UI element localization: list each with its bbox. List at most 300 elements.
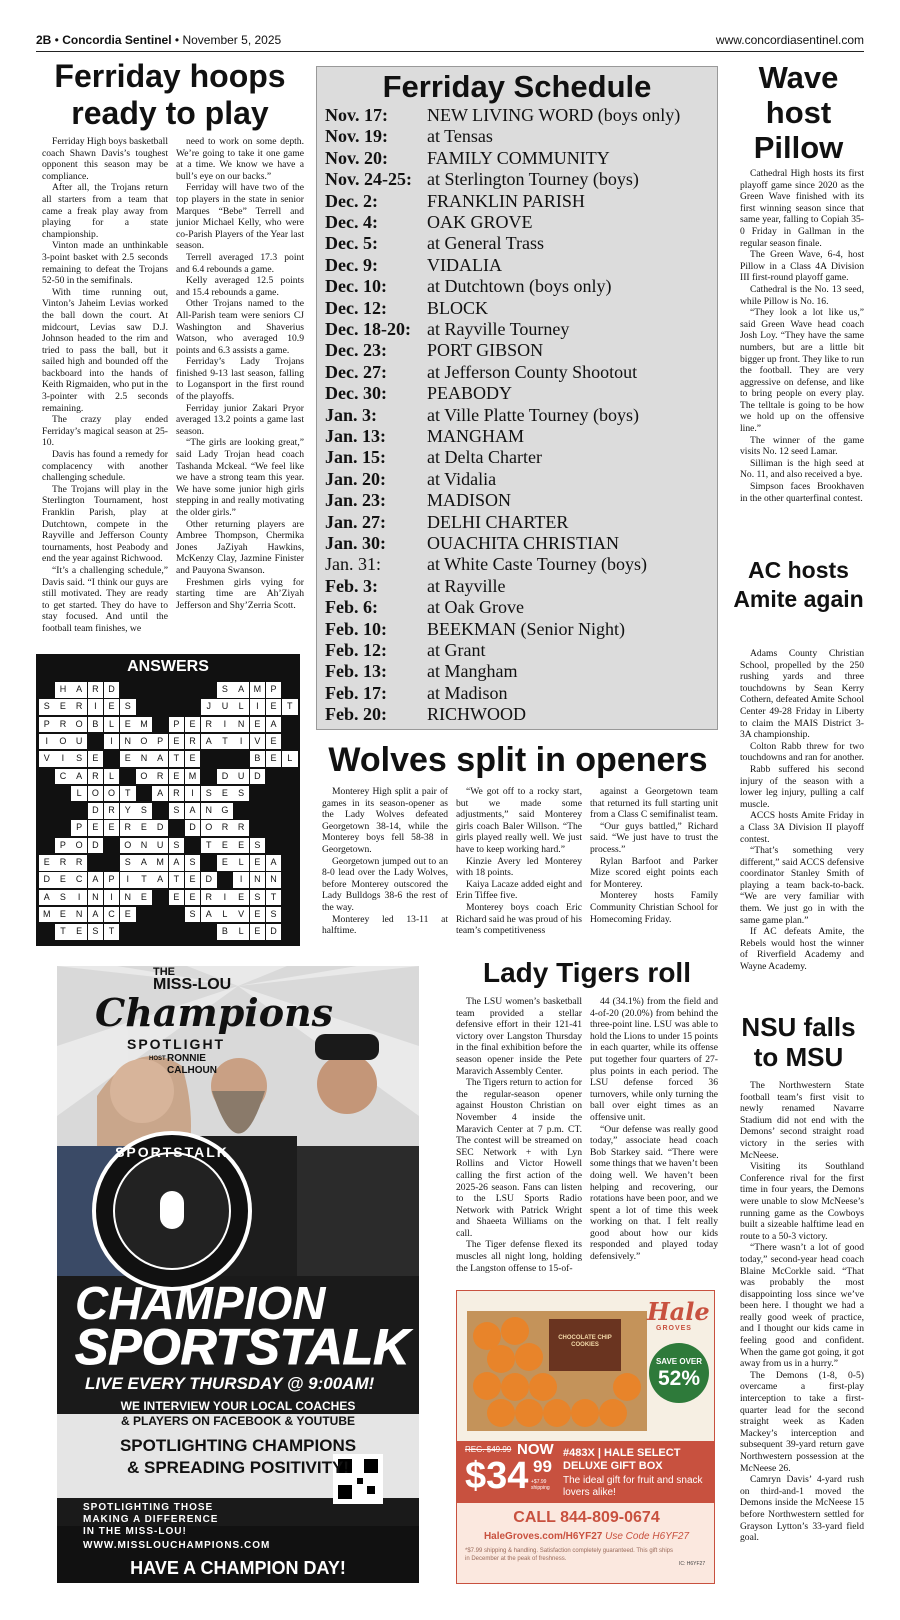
answers-title: ANSWERS — [127, 658, 209, 675]
ferriday-schedule-box — [316, 66, 718, 730]
paragraph: Colton Rabb threw for two touchdowns and ran for another. — [740, 740, 864, 764]
answer-cell: R — [104, 803, 120, 819]
answer-cell: I — [39, 734, 55, 750]
ad-footer: HAVE A CHAMPION DAY! — [130, 1558, 346, 1578]
ad-spot1: SPOTLIGHTING CHAMPIONS — [119, 1436, 357, 1455]
schedule-opponent: at Ville Platte Tourney (boys) — [427, 404, 639, 425]
answer-cell: S — [233, 786, 249, 802]
schedule-date: Jan. 23: — [325, 490, 387, 511]
site-line — [457, 1531, 715, 1542]
schedule-date: Feb. 12: — [325, 640, 387, 660]
answer-cell: E — [120, 907, 136, 923]
wave-headline: Wave host Pillow — [753, 60, 844, 165]
paragraph: Silliman is the high seed at No. 11, and also received a bye. — [740, 457, 864, 481]
answer-cell: E — [217, 786, 233, 802]
hale-groves-ad — [456, 1290, 715, 1584]
answer-cell: R — [152, 769, 168, 785]
answer-cell: V — [233, 907, 249, 923]
answer-cell: E — [55, 907, 71, 923]
paragraph: “Our guys battled,” Richard said. “We just have to trust the process.” — [590, 820, 718, 855]
paragraph: Cathedral is the No. 13 seed, while Pillow is No. 16. — [740, 283, 864, 307]
answer-cell: R — [71, 855, 87, 871]
answer-cell: B — [250, 751, 266, 767]
answer-cell: E — [88, 820, 104, 836]
answer-cell: A — [39, 890, 55, 906]
answer-cell: U — [233, 769, 249, 785]
schedule-opponent: at White Caste Tourney (boys) — [427, 554, 648, 575]
schedule-date: Jan. 31: — [325, 554, 381, 575]
paragraph: Kelly averaged 12.5 points and 15.4 rebounds a game. — [176, 275, 304, 298]
answer-cell: A — [152, 872, 168, 888]
schedule-opponent: MADISON — [427, 490, 512, 511]
price-dollars: $34 — [465, 1455, 529, 1497]
answer-cell: E — [88, 751, 104, 767]
call-number: CALL 844-809-0674 — [513, 1509, 660, 1526]
answer-cell: E — [39, 855, 55, 871]
answer-cell: T — [169, 872, 185, 888]
answer-cell: P — [152, 734, 168, 750]
paragraph: Monterey High split a pair of games in its season-opener as the Lady Wolves defeated Georgetown 38-14, while the Monterey boys fell 58-38 in Georgetown. — [322, 786, 448, 855]
answer-cell: A — [185, 803, 201, 819]
ad-spotlight: SPOTLIGHT — [127, 1036, 226, 1052]
answer-cell: P — [104, 872, 120, 888]
ac-headline: AC hosts Amite again — [733, 557, 864, 612]
schedule-opponent: BLOCK — [427, 297, 489, 318]
answer-cell: S — [250, 838, 266, 854]
ad-big-sportstalk: SPORTSTALK — [75, 1319, 410, 1375]
paragraph: 44 (34.1%) from the field and 4-of-20 (20.0%) from behind the three-point line. LSU was able to hold the Lions to under 15 points in each quarter, while its offense put together four quarters of 27-plus points in each period. The LSU defense forced 36 turnovers, while only turning the ball over eight times as an offensive unit. — [590, 996, 718, 1123]
answer-cell: A — [136, 855, 152, 871]
schedule-opponent: PORT GIBSON — [427, 340, 544, 361]
answer-cell: O — [71, 838, 87, 854]
answer-cell: D — [185, 820, 201, 836]
ad-interview2: & PLAYERS ON FACEBOOK & YOUTUBE — [120, 1414, 356, 1428]
answer-cell: N — [233, 717, 249, 733]
schedule-date: Dec. 18-20: — [325, 319, 411, 339]
answer-cell: E — [185, 751, 201, 767]
paragraph: Ferriday’s Lady Trojans finished 9-13 last season, falling to Logansport in the first round of the playoffs. — [176, 356, 304, 403]
story1-col1 — [42, 136, 168, 635]
tigers-col1 — [456, 996, 582, 1274]
schedule-opponent: OUACHITA CHRISTIAN — [427, 533, 620, 553]
answer-cell: T — [120, 786, 136, 802]
schedule-date: Feb. 20: — [325, 704, 387, 725]
paragraph: Rylan Barfoot and Parker Mize scored eight points each for Monterey. — [590, 855, 718, 890]
answer-cell: M — [185, 769, 201, 785]
answer-cell: E — [169, 769, 185, 785]
paragraph: Vinton made an unthinkable 3-point basket with 2.5 seconds remaining to defeat the Trojans 52-50 in the semifinals. — [42, 240, 168, 287]
answer-cell: M — [136, 717, 152, 733]
answer-cell: I — [217, 717, 233, 733]
issue-date: November 5, 2025 — [182, 33, 282, 47]
answer-cell: H — [55, 682, 71, 698]
answer-cell: A — [152, 786, 168, 802]
nsu-body — [740, 1080, 864, 1544]
story1-headline: Ferriday hoops ready to play — [54, 58, 286, 131]
ad-misslou: MISS-LOU — [153, 976, 232, 993]
answer-cell: B — [88, 717, 104, 733]
answer-cell: R — [71, 699, 87, 715]
ad-making1: SPOTLIGHTING THOSE — [83, 1502, 214, 1513]
answer-cell: U — [217, 699, 233, 715]
paragraph: “There wasn’t a lot of good today,” second-year head coach Blaine McCorkle said. “That was probably the most disappointing loss since we’ve been here. I thought we had a really good week of practice, and I thought our kids came in feeling good and confident. When the game got going, it got away from us in a hurry.” — [740, 1242, 864, 1370]
answer-cell: D — [266, 924, 282, 940]
answer-cell: I — [104, 890, 120, 906]
answer-cell: E — [250, 907, 266, 923]
answer-cell: L — [233, 924, 249, 940]
paragraph: If AC defeats Amite, the Rebels would host the winner of Riverfield Academy and Wayne Academy. — [740, 926, 864, 973]
answer-cell: S — [169, 838, 185, 854]
answer-cell: O — [71, 717, 87, 733]
paragraph: against a Georgetown team that returned its full starting unit from a Class C semifinalist team. — [590, 786, 718, 821]
schedule-opponent: at Sterlington Tourney (boys) — [427, 169, 639, 190]
answer-cell: U — [152, 838, 168, 854]
schedule-opponent: at General Trass — [427, 233, 544, 254]
answer-cell: E — [169, 734, 185, 750]
sportstalk-badge: SPORTSTALK — [115, 1144, 229, 1160]
schedule-date: Jan. 3: — [325, 404, 378, 425]
price-cents: 99 — [533, 1457, 552, 1476]
schedule-date: Jan. 27: — [325, 511, 387, 532]
answer-cell: E — [185, 872, 201, 888]
schedule-date: Feb. 17: — [325, 682, 387, 703]
wolves-headline: Wolves split in openers — [328, 741, 708, 779]
paragraph: The Tigers return to action for the regular-season opener against Houston Christian on November 4 inside the Maravich Center at 7 p.m. CT. The contest will be streamed on SEC Network + with Lyn Rollins and Victor Howell calling the first action of the 2025-26 season. Fans can listen to the LSU Sports Radio Network with Patrick Wright and Shaeeta Williams on the call. — [456, 1077, 582, 1239]
answer-cell: S — [120, 855, 136, 871]
answer-cell: O — [136, 734, 152, 750]
tigers-col2 — [590, 996, 718, 1263]
schedule-date: Feb. 3: — [325, 575, 378, 596]
answer-cell: O — [104, 786, 120, 802]
answer-cell: D — [217, 769, 233, 785]
schedule-date: Nov. 24-25: — [325, 169, 412, 190]
answer-cell: I — [185, 786, 201, 802]
answer-cell: L — [104, 717, 120, 733]
answer-cell: E — [104, 699, 120, 715]
schedule-opponent: at Madison — [427, 682, 508, 703]
schedule-date: Jan. 20: — [325, 468, 387, 489]
answer-cell: V — [250, 734, 266, 750]
answer-cell: B — [217, 924, 233, 940]
answer-cell: E — [217, 838, 233, 854]
save-label: SAVE OVER — [655, 1357, 703, 1366]
paragraph: Other Trojans named to the All-Parish team were seniors CJ Washington and Shaverius Watson, who averaged 10.9 points and 6.3 assists a game. — [176, 298, 304, 356]
answer-cell: S — [169, 803, 185, 819]
answer-cell: N — [266, 872, 282, 888]
schedule-opponent: at Rayville Tourney — [427, 319, 570, 339]
answer-cell: N — [120, 890, 136, 906]
paragraph: “That’s something very different,” said ACCS defensive coordinator Stanley Smith of playing a team back-to-back. “We are very familiar with them. We just go in with the same game plan.” — [740, 845, 864, 926]
answer-cell: S — [250, 890, 266, 906]
schedule-date: Dec. 10: — [325, 276, 387, 297]
paper-name: Concordia Sentinel — [62, 33, 172, 47]
schedule-opponent: at Tensas — [427, 126, 493, 147]
answer-cell: R — [233, 820, 249, 836]
paragraph: The winner of the game visits No. 12 seed Lamar. — [740, 434, 864, 458]
schedule-opponent: PEABODY — [427, 383, 513, 404]
schedule-opponent: at Vidalia — [427, 468, 497, 489]
header-left: 2B • Concordia Sentinel • November 5, 2025 — [36, 33, 282, 47]
answer-cell: E — [266, 751, 282, 767]
answer-cell: S — [71, 751, 87, 767]
answer-cell: R — [217, 820, 233, 836]
answer-cell: A — [71, 682, 87, 698]
paragraph: “Our defense was really good today,” associate head coach Bob Starkey said. “There were some things that we haven’t been doing well. We haven’t been helping and recovering, our rotations have been poor, and we spent a lot of time this week working on that. I felt really good about how our kids responded and played today defensively.” — [590, 1123, 718, 1263]
answer-cell: C — [104, 907, 120, 923]
answer-cell: P — [169, 717, 185, 733]
paragraph: Adams County Christian School, propelled by the 250 rushing yards and three touchdowns by Sean Kerry Cothern, defeated Amite School Center 49-28 Friday in Liberty to claim the MAIS District 3-3A championship. — [740, 648, 864, 741]
paragraph: Monterey boys coach Eric Richard said he was proud of his team’s competitiveness — [456, 901, 582, 937]
answer-cell: L — [104, 769, 120, 785]
answer-cell: D — [104, 682, 120, 698]
schedule-date: Dec. 5: — [325, 233, 378, 254]
answer-cell: S — [217, 682, 233, 698]
item-code-number: #483X | — [563, 1447, 601, 1459]
paragraph: Ferriday will have two of the top players in the state in senior Marques “Bebe” Terrell and junior Michael Kelly, who were co-Parish Players of the Year last season. — [176, 182, 304, 252]
answer-cell: E — [266, 734, 282, 750]
answer-cell: L — [71, 786, 87, 802]
ad-champions-script: Champions — [95, 990, 334, 1035]
answer-cell: P — [39, 717, 55, 733]
answer-cell: S — [88, 924, 104, 940]
paragraph: The crazy play ended Ferriday’s magical season at 25-10. — [42, 414, 168, 449]
answer-cell: E — [185, 890, 201, 906]
answer-cell: T — [217, 734, 233, 750]
paragraph: ACCS hosts Amite Friday in a Class 3A Division II playoff contest. — [740, 810, 864, 845]
answer-cell: G — [217, 803, 233, 819]
answer-cell: E — [250, 855, 266, 871]
ac-body — [740, 648, 864, 973]
schedule-opponent: OAK GROVE — [427, 212, 533, 232]
answer-cell: E — [233, 838, 249, 854]
paragraph: The LSU women’s basketball team provided a stellar defensive effort in their 121-41 victory over Langston Thursday in the final exhibition before the season opener inside the Pete Maravich Assembly Center. — [456, 996, 582, 1077]
answer-cell: R — [169, 786, 185, 802]
answer-cell: N — [88, 890, 104, 906]
schedule-opponent: at Jefferson County Shootout — [427, 361, 638, 382]
ad-url: WWW.MISSLOUCHAMPIONS.COM — [83, 1540, 271, 1551]
now-label: NOW — [517, 1441, 554, 1458]
shipping-note: +$7.99 shipping — [531, 1479, 550, 1491]
wolves-col1 — [322, 786, 448, 937]
schedule-title: Ferriday Schedule — [382, 69, 652, 104]
answer-cell: I — [88, 699, 104, 715]
paragraph: Freshmen girls vying for starting time are Ah’Ziyah Jefferson and Shy’Zerria Scott. — [176, 576, 304, 611]
answer-cell: D — [88, 838, 104, 854]
answer-cell: T — [169, 751, 185, 767]
ad-big-champion: CHAMPION — [75, 1277, 326, 1329]
hale-brand: Hale — [647, 1297, 710, 1326]
wolves-col3 — [590, 786, 718, 925]
answer-cell: L — [233, 855, 249, 871]
schedule-opponent: FRANKLIN PARISH — [427, 190, 585, 211]
answer-cell: M — [152, 855, 168, 871]
answer-cell: E — [104, 820, 120, 836]
answer-cell: N — [136, 838, 152, 854]
paragraph: Visiting its Southland Conference rival for the first time in four years, the Demons were unable to slow McNeese’s running game as the Cowboys built a sizeable halftime lead en route to a 50-3 victory. — [740, 1161, 864, 1242]
answer-cell: Y — [120, 803, 136, 819]
schedule-opponent: at Oak Grove — [427, 597, 524, 618]
answer-cell: A — [169, 855, 185, 871]
answer-cell: I — [233, 872, 249, 888]
paragraph: After all, the Trojans return all starters from a team that came a freak play away from playing for a state championship. — [42, 182, 168, 240]
answer-cell: L — [217, 907, 233, 923]
schedule-opponent: at Dutchtown (boys only) — [427, 276, 612, 297]
paragraph: Georgetown jumped out to an 8-0 lead over the Lady Wolves, before Monterey outscored the Lady Bulldogs 38-6 the rest of the way. — [322, 855, 448, 913]
reg-price: REG. $49.99 — [465, 1445, 512, 1454]
answer-cell: I — [71, 890, 87, 906]
schedule-date: Feb. 6: — [325, 597, 378, 618]
answer-cell: S — [55, 890, 71, 906]
answer-cell: A — [233, 682, 249, 698]
answer-cell: A — [201, 734, 217, 750]
schedule-date: Dec. 9: — [325, 254, 378, 275]
answer-cell: A — [88, 907, 104, 923]
answer-cell: E — [136, 890, 152, 906]
answer-cell: I — [55, 751, 71, 767]
answer-cell: M — [39, 907, 55, 923]
answer-cell: E — [250, 717, 266, 733]
paragraph: Other returning players are Ambree Thompson, Chermika Jones JaZiyah Hawkins, McKenzy Clay, Jazmine Finister and Pauyona Swanson. — [176, 518, 304, 576]
answer-cell: R — [55, 717, 71, 733]
paragraph: Rabb suffered his second injury of the season with a lower leg injury, pulling a calf muscle. — [740, 763, 864, 810]
answer-cell: R — [185, 734, 201, 750]
answer-cell: E — [185, 717, 201, 733]
answer-cell: R — [88, 769, 104, 785]
answer-cell: U — [71, 734, 87, 750]
schedule-opponent: FAMILY COMMUNITY — [427, 147, 610, 168]
schedule-date: Feb. 10: — [325, 618, 387, 639]
answer-cell: E — [55, 872, 71, 888]
ad-the: THE — [153, 966, 175, 978]
nsu-headline: NSU falls to MSU — [741, 1012, 856, 1072]
answer-cell: T — [266, 890, 282, 906]
paragraph: The Northwestern State football team’s first visit to newly renamed Navarre Stadium did not end with the Demons’ second straight road victory in the series with McNeese. — [740, 1080, 864, 1161]
answer-cell: E — [266, 699, 282, 715]
answer-cell: J — [201, 699, 217, 715]
schedule-date: Nov. 19: — [325, 126, 388, 147]
answer-cell: L — [282, 751, 298, 767]
answer-cell: N — [71, 907, 87, 923]
schedule-opponent: at Grant — [427, 640, 486, 660]
answer-cell: N — [201, 803, 217, 819]
answer-cell: E — [71, 924, 87, 940]
box-label: CHOCOLATE CHIP COOKIES — [558, 1335, 612, 1348]
paragraph: Kinzie Avery led Monterey with 18 points. — [456, 855, 582, 879]
schedule-date: Dec. 12: — [325, 297, 387, 318]
wolves-col2 — [456, 786, 582, 937]
answer-cell: E — [233, 890, 249, 906]
answer-cell: A — [201, 907, 217, 923]
item-name: HALE SELECT DELUXE GIFT BOX — [563, 1447, 681, 1472]
answer-cell: S — [136, 803, 152, 819]
paragraph: Simpson faces Brookhaven in the other quarterfinal contest. — [740, 481, 864, 504]
crossword-answers — [36, 654, 300, 946]
answer-cell: S — [185, 907, 201, 923]
answer-cell: O — [55, 734, 71, 750]
paragraph: Kaiya Lacaze added eight and Erin Tiffee five. — [456, 878, 582, 902]
schedule-opponent: RICHWOOD — [427, 704, 526, 725]
answer-cell: T — [104, 924, 120, 940]
paragraph: The Trojans will play in the Sterlington Tournament, host Franklin Parish, play at Dutchtown, compete in the Rayville and Jefferson County tournaments, host Peabody and end the year against Richwood. — [42, 483, 168, 565]
microphone-icon — [160, 1191, 184, 1229]
paragraph: Terrell averaged 17.3 point and 6.4 rebounds a game. — [176, 251, 304, 275]
ad-making2: MAKING A DIFFERENCE — [83, 1514, 219, 1525]
schedule-date: Jan. 30: — [325, 533, 387, 553]
wave-body — [740, 168, 864, 504]
answer-cell: S — [201, 786, 217, 802]
answer-cell: N — [136, 751, 152, 767]
paragraph: The Tiger defense flexed its muscles all night long, holding the Langston offense to 15-of- — [456, 1239, 582, 1274]
ad-making3: IN THE MISS-LOU! — [83, 1526, 187, 1537]
answer-cell: A — [88, 872, 104, 888]
answer-cell: O — [136, 769, 152, 785]
answer-cell: I — [120, 872, 136, 888]
answer-cell: R — [201, 890, 217, 906]
paragraph: Ferriday junior Zakari Pryor averaged 13.2 points a game last season. — [176, 402, 304, 437]
answer-cell: A — [266, 717, 282, 733]
fine-print: *$7.99 shipping & handling. Satisfaction completely guaranteed. This gift ships in December at the peak of freshness. — [465, 1548, 674, 1562]
answer-cell: D — [88, 803, 104, 819]
answer-cell: R — [120, 820, 136, 836]
paragraph: “It’s a challenging schedule,” Davis said. “I think our guys are still motivated. They are ready to get started. They do have to stay focused. And until the football team finishes, we — [42, 564, 168, 634]
answer-cell: M — [250, 682, 266, 698]
schedule-date: Dec. 2: — [325, 190, 378, 211]
answer-cell: E — [120, 717, 136, 733]
schedule-date: Nov. 20: — [325, 147, 388, 168]
page-number: 2B — [36, 33, 52, 47]
item-code — [563, 1447, 711, 1473]
answer-cell: S — [266, 907, 282, 923]
answer-cell: E — [55, 699, 71, 715]
paragraph: Monterey hosts Family Community Christian School for Homecoming Friday. — [590, 890, 718, 925]
paragraph: Cathedral High hosts its first playoff game since 2020 as the Green Wave finished with its first winning season since that same year, falling to Copiah 35-0 Friday in Gallman in the regular season finale. — [740, 168, 864, 249]
page-header — [36, 30, 864, 52]
answer-cell: D — [250, 769, 266, 785]
schedule-opponent: DELHI CHARTER — [427, 511, 569, 532]
ad-interview1: WE INTERVIEW YOUR LOCAL COACHES — [120, 1399, 356, 1413]
answer-cell: S — [39, 699, 55, 715]
answer-cell: T — [55, 924, 71, 940]
paragraph: “The girls are looking great,” said Lady Trojan head coach Tashanda Mckeal. “We feel like we have a strong team this year. We have some junior high girls stepping in and really motivating the older girls.” — [176, 437, 304, 518]
answer-cell: P — [71, 820, 87, 836]
schedule-date: Dec. 4: — [325, 212, 378, 232]
answer-cell: O — [201, 820, 217, 836]
answer-cell: I — [217, 890, 233, 906]
paragraph: Davis has found a remedy for complacency with another challenging schedule. — [42, 449, 168, 484]
answer-cell: N — [120, 734, 136, 750]
paragraph: The Demons (1-8, 0-5) overcame a first-play interception to take a first-quarter lead for the second straight week as Kaden Mackey’s interception and subsequent 39-yard return gave Northwestern possession at the McNeese 26. — [740, 1369, 864, 1474]
answer-cell: E — [217, 855, 233, 871]
item-tagline: The ideal gift for fruit and snack lovers alike! — [563, 1475, 703, 1498]
answer-cell: C — [55, 769, 71, 785]
ic-code: IC: H6YF27 — [679, 1561, 706, 1567]
ad-spot2: & SPREADING POSITIVITY! — [127, 1458, 349, 1477]
tigers-headline: Lady Tigers roll — [483, 957, 691, 988]
ad-host-label: HOST — [149, 1056, 166, 1062]
answer-cell: D — [201, 872, 217, 888]
answer-cell: A — [266, 855, 282, 871]
answer-cell: C — [71, 872, 87, 888]
champions-ad — [57, 966, 419, 1583]
story1-col2 — [176, 136, 304, 611]
paragraph: With time running out, Vinton’s Jaheim Levias worked the ball down the court. At midcourt, Levias saw D.J. Johnson headed to the rim and tried to pass the ball, but it sailed high and bounded off the backboard into the hands of Keith Rigmaiden, who put in the 3-pointer with 2.5 seconds remaining. — [42, 286, 168, 414]
answer-cell: N — [250, 872, 266, 888]
answer-cell: O — [120, 838, 136, 854]
schedule-date: Dec. 27: — [325, 361, 387, 382]
promo-code: Use Code H6YF27 — [605, 1531, 690, 1542]
answer-cell: I — [233, 734, 249, 750]
answer-cell: L — [233, 699, 249, 715]
